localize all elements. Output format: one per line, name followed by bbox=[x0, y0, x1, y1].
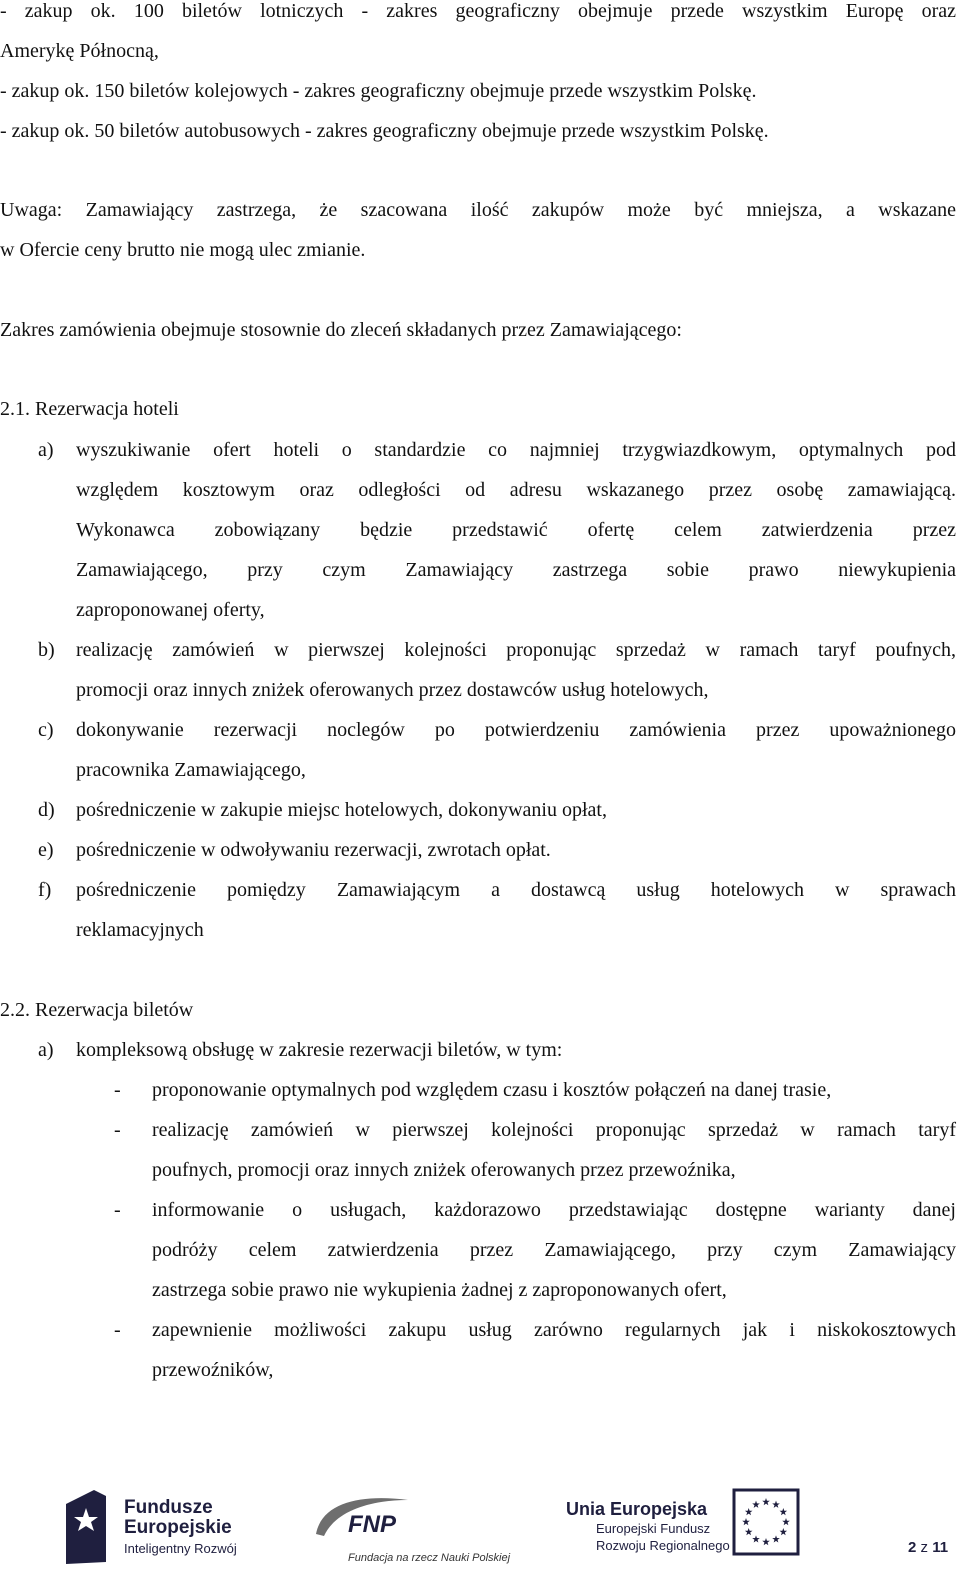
eu-logo-line-2: Europejski Fundusz bbox=[596, 1521, 711, 1536]
star-flag-icon bbox=[64, 1486, 108, 1566]
hotels-item-f-label: f) bbox=[38, 879, 52, 901]
hotels-item-a-line-2: względem kosztowym oraz odległości od adresu wskazanego przez osobę zamawiającą. bbox=[76, 479, 956, 501]
tickets-bullet-3-line-3: zastrzega sobie prawo nie wykupienia żadnej z zaproponowanych ofert, bbox=[152, 1279, 727, 1301]
intro-line-1: - zakup ok. 100 biletów lotniczych - zakres geograficzny obejmuje przede wszystkim Europę oraz bbox=[0, 0, 956, 22]
page-number bbox=[908, 1528, 948, 1568]
hotels-item-a-line-5: zaproponowanej oferty, bbox=[76, 599, 265, 621]
eu-logo-line-3: Rozwoju Regionalnego bbox=[596, 1538, 730, 1553]
intro-line-2: Amerykę Północną, bbox=[0, 40, 159, 62]
tickets-bullet-2-line-2: poufnych, promocji oraz innych zniżek oferowanych przez przewoźnika, bbox=[152, 1159, 736, 1181]
fe-logo-line-2: Europejskie bbox=[124, 1517, 232, 1538]
scope-line: Zakres zamówienia obejmuje stosownie do zleceń składanych przez Zamawiającego: bbox=[0, 319, 682, 341]
hotels-item-c-label: c) bbox=[38, 719, 54, 741]
tickets-bullet-3-line-2: podróży celem zatwierdzenia przez Zamawiającego, przy czym Zamawiający bbox=[152, 1239, 956, 1261]
tickets-bullet-4-dash: - bbox=[114, 1319, 121, 1341]
hotels-item-f-line-1: pośredniczenie pomiędzy Zamawiającym a dostawcą usług hotelowych w sprawach bbox=[76, 879, 956, 901]
eu-star-icon bbox=[762, 1498, 770, 1505]
fe-logo-line-1: Fundusze bbox=[124, 1497, 213, 1518]
eu-star-icon bbox=[752, 1501, 760, 1508]
hotels-item-b-label: b) bbox=[38, 639, 55, 661]
tickets-item-a-label: a) bbox=[38, 1039, 54, 1061]
fnp-tagline: Fundacja na rzecz Nauki Polskiej bbox=[348, 1552, 511, 1564]
page-number-total: 11 bbox=[932, 1539, 949, 1556]
note-line-1: Uwaga: Zamawiający zastrzega, że szacowana ilość zakupów może być mniejsza, a wskazane bbox=[0, 199, 956, 221]
tickets-bullet-1-dash: - bbox=[114, 1079, 121, 1101]
hotels-item-d-label: d) bbox=[38, 799, 55, 821]
eu-star-icon bbox=[745, 1528, 753, 1535]
page-number-sep: z bbox=[920, 1539, 929, 1556]
tickets-bullet-4-line-2: przewoźników, bbox=[152, 1359, 274, 1381]
tickets-item-a-text: kompleksową obsługę w zakresie rezerwacji biletów, w tym: bbox=[76, 1039, 563, 1061]
eu-star-icon bbox=[780, 1508, 788, 1515]
fnp-swoosh-icon bbox=[312, 1492, 412, 1538]
hotels-item-c-line-2: pracownika Zamawiającego, bbox=[76, 759, 306, 781]
eu-star-icon bbox=[762, 1538, 770, 1545]
eu-star-icon bbox=[742, 1518, 750, 1525]
intro-line-4: - zakup ok. 50 biletów autobusowych - zakres geograficzny obejmuje przede wszystkim Polskę. bbox=[0, 120, 769, 142]
tickets-bullet-3-line-1: informowanie o usługach, każdorazowo przedstawiając dostępne warianty danej bbox=[152, 1199, 956, 1221]
fe-logo-text bbox=[124, 1498, 237, 1558]
hotels-item-c-line-1: dokonywanie rezerwacji noclegów po potwierdzeniu zamówienia przez upoważnionego bbox=[76, 719, 956, 741]
section-hotels-heading: 2.1. Rezerwacja hoteli bbox=[0, 398, 179, 420]
eu-logo-text bbox=[566, 1498, 730, 1554]
eu-star-icon bbox=[772, 1535, 780, 1542]
eu-star-icon bbox=[780, 1528, 788, 1535]
hotels-item-e-label: e) bbox=[38, 839, 54, 861]
eu-stars-flag-icon bbox=[730, 1486, 802, 1558]
section-tickets-heading: 2.2. Rezerwacja biletów bbox=[0, 999, 194, 1021]
hotels-item-b-line-1: realizację zamówień w pierwszej kolejności proponując sprzedaż w ramach taryf poufnych, bbox=[76, 639, 956, 661]
eu-star-icon bbox=[752, 1535, 760, 1542]
tickets-bullet-2-dash: - bbox=[114, 1119, 121, 1141]
tickets-bullet-4-line-1: zapewnienie możliwości zakupu usług zarówno regularnych jak i niskokosztowych bbox=[152, 1319, 956, 1341]
intro-line-3: - zakup ok. 150 biletów kolejowych - zakres geograficzny obejmuje przede wszystkim Polskę. bbox=[0, 80, 757, 102]
hotels-item-a-line-1: wyszukiwanie ofert hoteli o standardzie co najmniej trzygwiazdkowym, optymalnych pod bbox=[76, 439, 956, 461]
eu-star-icon bbox=[745, 1508, 753, 1515]
tickets-bullet-2-line-1: realizację zamówień w pierwszej kolejności proponując sprzedaż w ramach taryf bbox=[152, 1119, 956, 1141]
fe-logo-line-3: Inteligentny Rozwój bbox=[124, 1541, 237, 1556]
eu-star-icon bbox=[782, 1518, 790, 1525]
tickets-bullet-3-dash: - bbox=[114, 1199, 121, 1221]
hotels-item-b-line-2: promocji oraz innych zniżek oferowanych przez dostawców usług hotelowych, bbox=[76, 679, 709, 701]
eu-star-icon bbox=[772, 1501, 780, 1508]
footer-logos bbox=[0, 1470, 960, 1568]
hotels-item-a-line-3: Wykonawca zobowiązany będzie przedstawić ofertę celem zatwierdzenia przez bbox=[76, 519, 956, 541]
hotels-item-f-line-2: reklamacyjnych bbox=[76, 919, 204, 941]
hotels-item-e-line-1: pośredniczenie w odwoływaniu rezerwacji, zwrotach opłat. bbox=[76, 839, 551, 861]
hotels-item-d-line-1: pośredniczenie w zakupie miejsc hotelowych, dokonywaniu opłat, bbox=[76, 799, 607, 821]
tickets-bullet-1-line-1: proponowanie optymalnych pod względem czasu i kosztów połączeń na danej trasie, bbox=[152, 1079, 832, 1101]
eu-logo-line-1: Unia Europejska bbox=[566, 1499, 708, 1519]
note-line-2: w Ofercie ceny brutto nie mogą ulec zmianie. bbox=[0, 239, 366, 261]
page-number-current: 2 bbox=[908, 1539, 917, 1556]
hotels-item-a-label: a) bbox=[38, 439, 54, 461]
hotels-item-a-line-4: Zamawiającego, przy czym Zamawiający zastrzega sobie prawo niewykupienia bbox=[76, 559, 956, 581]
fnp-logo-mark: FNP bbox=[348, 1511, 396, 1538]
